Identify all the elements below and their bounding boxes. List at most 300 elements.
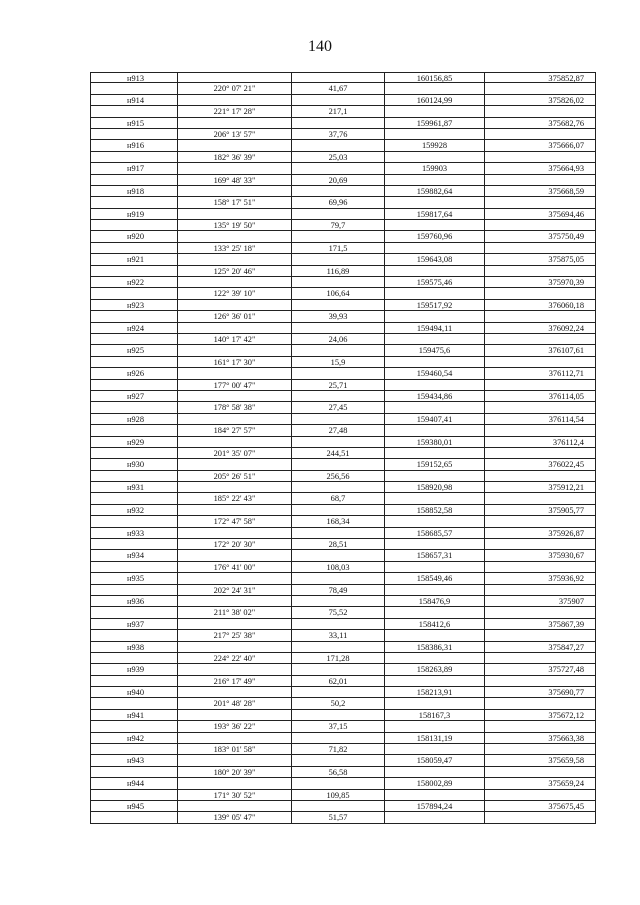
x-coordinate-cell bbox=[385, 380, 485, 391]
angle-cell bbox=[178, 710, 292, 721]
y-coordinate-cell bbox=[485, 357, 596, 368]
angle-cell: 217° 25' 38" bbox=[178, 630, 292, 641]
angle-cell bbox=[178, 300, 292, 311]
point-cell bbox=[90, 288, 178, 299]
point-cell: н926 bbox=[90, 368, 178, 379]
point-cell: н939 bbox=[90, 664, 178, 675]
x-coordinate-cell bbox=[385, 767, 485, 778]
angle-cell bbox=[178, 778, 292, 789]
point-cell: н918 bbox=[90, 186, 178, 197]
angle-cell: 135° 19' 50" bbox=[178, 220, 292, 231]
y-coordinate-cell bbox=[485, 767, 596, 778]
x-coordinate-cell bbox=[385, 562, 485, 573]
distance-cell bbox=[292, 209, 385, 220]
x-coordinate-cell bbox=[385, 744, 485, 755]
distance-cell: 171,5 bbox=[292, 243, 385, 254]
y-coordinate-cell bbox=[485, 562, 596, 573]
distance-cell: 27,48 bbox=[292, 425, 385, 436]
x-coordinate-cell bbox=[385, 220, 485, 231]
x-coordinate-cell bbox=[385, 129, 485, 140]
angle-cell bbox=[178, 459, 292, 470]
point-cell bbox=[90, 562, 178, 573]
y-coordinate-cell: 376022,45 bbox=[485, 459, 596, 470]
angle-cell bbox=[178, 687, 292, 698]
angle-cell bbox=[178, 118, 292, 129]
x-coordinate-cell bbox=[385, 516, 485, 527]
distance-cell: 15,9 bbox=[292, 357, 385, 368]
distance-cell: 256,56 bbox=[292, 471, 385, 482]
distance-cell: 62,01 bbox=[292, 676, 385, 687]
y-coordinate-cell: 375867,39 bbox=[485, 619, 596, 630]
point-cell bbox=[90, 425, 178, 436]
y-coordinate-cell bbox=[485, 630, 596, 641]
x-coordinate-cell bbox=[385, 83, 485, 94]
y-coordinate-cell: 375847,27 bbox=[485, 642, 596, 653]
x-coordinate-cell: 159380,01 bbox=[385, 437, 485, 448]
point-cell bbox=[90, 197, 178, 208]
point-cell: н920 bbox=[90, 231, 178, 242]
point-cell bbox=[90, 539, 178, 550]
x-coordinate-cell bbox=[385, 311, 485, 322]
point-cell bbox=[90, 744, 178, 755]
distance-cell bbox=[292, 505, 385, 516]
y-coordinate-cell: 375668,59 bbox=[485, 186, 596, 197]
point-cell bbox=[90, 402, 178, 413]
angle-cell bbox=[178, 72, 292, 83]
y-coordinate-cell: 376060,18 bbox=[485, 300, 596, 311]
x-coordinate-cell: 158167,3 bbox=[385, 710, 485, 721]
distance-cell bbox=[292, 368, 385, 379]
angle-cell bbox=[178, 254, 292, 265]
y-coordinate-cell bbox=[485, 676, 596, 687]
distance-cell: 168,34 bbox=[292, 516, 385, 527]
y-coordinate-cell bbox=[485, 516, 596, 527]
angle-cell: 205° 26' 51" bbox=[178, 471, 292, 482]
y-coordinate-cell: 375690,77 bbox=[485, 687, 596, 698]
x-coordinate-cell bbox=[385, 243, 485, 254]
point-cell bbox=[90, 175, 178, 186]
y-coordinate-cell: 376092,24 bbox=[485, 323, 596, 334]
distance-cell bbox=[292, 642, 385, 653]
y-coordinate-cell bbox=[485, 790, 596, 801]
angle-cell bbox=[178, 414, 292, 425]
y-coordinate-cell bbox=[485, 448, 596, 459]
angle-cell: 193° 36' 22" bbox=[178, 721, 292, 732]
y-coordinate-cell bbox=[485, 380, 596, 391]
x-coordinate-cell: 158549,46 bbox=[385, 573, 485, 584]
distance-cell: 51,57 bbox=[292, 812, 385, 823]
x-coordinate-cell bbox=[385, 106, 485, 117]
x-coordinate-cell: 158657,31 bbox=[385, 550, 485, 561]
y-coordinate-cell: 375852,87 bbox=[485, 72, 596, 83]
point-cell bbox=[90, 220, 178, 231]
point-cell bbox=[90, 106, 178, 117]
x-coordinate-cell: 159575,46 bbox=[385, 277, 485, 288]
y-coordinate-cell bbox=[485, 585, 596, 596]
point-cell bbox=[90, 676, 178, 687]
distance-cell bbox=[292, 95, 385, 106]
y-coordinate-cell: 375664,93 bbox=[485, 163, 596, 174]
coordinates-grid bbox=[90, 72, 596, 824]
point-cell: н915 bbox=[90, 118, 178, 129]
y-coordinate-cell bbox=[485, 812, 596, 823]
distance-cell bbox=[292, 778, 385, 789]
point-cell bbox=[90, 653, 178, 664]
angle-cell: 177° 00' 47" bbox=[178, 380, 292, 391]
angle-cell: 178° 58' 38" bbox=[178, 402, 292, 413]
distance-cell bbox=[292, 72, 385, 83]
angle-cell: 133° 25' 18" bbox=[178, 243, 292, 254]
y-coordinate-cell: 375930,67 bbox=[485, 550, 596, 561]
point-cell bbox=[90, 516, 178, 527]
distance-cell bbox=[292, 437, 385, 448]
point-cell: н944 bbox=[90, 778, 178, 789]
y-coordinate-cell: 375936,92 bbox=[485, 573, 596, 584]
angle-cell: 182° 36' 39" bbox=[178, 152, 292, 163]
distance-cell bbox=[292, 231, 385, 242]
distance-cell: 37,76 bbox=[292, 129, 385, 140]
distance-cell bbox=[292, 414, 385, 425]
distance-cell bbox=[292, 733, 385, 744]
angle-cell: 172° 47' 58" bbox=[178, 516, 292, 527]
distance-cell: 28,51 bbox=[292, 539, 385, 550]
angle-cell bbox=[178, 482, 292, 493]
y-coordinate-cell bbox=[485, 220, 596, 231]
x-coordinate-cell: 160156,85 bbox=[385, 72, 485, 83]
point-cell bbox=[90, 585, 178, 596]
y-coordinate-cell: 375875,05 bbox=[485, 254, 596, 265]
x-coordinate-cell: 159434,86 bbox=[385, 391, 485, 402]
distance-cell: 217,1 bbox=[292, 106, 385, 117]
distance-cell: 20,69 bbox=[292, 175, 385, 186]
x-coordinate-cell bbox=[385, 653, 485, 664]
point-cell: н937 bbox=[90, 619, 178, 630]
distance-cell: 68,7 bbox=[292, 493, 385, 504]
y-coordinate-cell bbox=[485, 106, 596, 117]
x-coordinate-cell: 159517,92 bbox=[385, 300, 485, 311]
x-coordinate-cell bbox=[385, 812, 485, 823]
point-cell bbox=[90, 380, 178, 391]
y-coordinate-cell: 375663,38 bbox=[485, 733, 596, 744]
point-cell: н916 bbox=[90, 140, 178, 151]
angle-cell bbox=[178, 231, 292, 242]
distance-cell: 24,06 bbox=[292, 334, 385, 345]
distance-cell bbox=[292, 186, 385, 197]
distance-cell: 41,67 bbox=[292, 83, 385, 94]
angle-cell bbox=[178, 664, 292, 675]
distance-cell bbox=[292, 118, 385, 129]
angle-cell: 224° 22' 40" bbox=[178, 653, 292, 664]
point-cell bbox=[90, 607, 178, 618]
y-coordinate-cell: 376114,54 bbox=[485, 414, 596, 425]
point-cell bbox=[90, 334, 178, 345]
x-coordinate-cell: 158920,98 bbox=[385, 482, 485, 493]
angle-cell bbox=[178, 596, 292, 607]
point-cell: н914 bbox=[90, 95, 178, 106]
x-coordinate-cell bbox=[385, 425, 485, 436]
angle-cell: 140° 17' 42" bbox=[178, 334, 292, 345]
point-cell bbox=[90, 630, 178, 641]
distance-cell bbox=[292, 619, 385, 630]
distance-cell bbox=[292, 710, 385, 721]
angle-cell bbox=[178, 368, 292, 379]
y-coordinate-cell: 375970,39 bbox=[485, 277, 596, 288]
point-cell: н945 bbox=[90, 801, 178, 812]
distance-cell bbox=[292, 300, 385, 311]
point-cell: н931 bbox=[90, 482, 178, 493]
x-coordinate-cell bbox=[385, 493, 485, 504]
distance-cell: 171,28 bbox=[292, 653, 385, 664]
y-coordinate-cell: 376114,05 bbox=[485, 391, 596, 402]
point-cell: н917 bbox=[90, 163, 178, 174]
point-cell bbox=[90, 266, 178, 277]
x-coordinate-cell bbox=[385, 676, 485, 687]
angle-cell: 158° 17' 51" bbox=[178, 197, 292, 208]
point-cell: н932 bbox=[90, 505, 178, 516]
angle-cell bbox=[178, 95, 292, 106]
point-cell: н943 bbox=[90, 755, 178, 766]
angle-cell bbox=[178, 733, 292, 744]
point-cell bbox=[90, 83, 178, 94]
x-coordinate-cell bbox=[385, 721, 485, 732]
x-coordinate-cell bbox=[385, 175, 485, 186]
y-coordinate-cell bbox=[485, 721, 596, 732]
x-coordinate-cell bbox=[385, 630, 485, 641]
y-coordinate-cell: 375905,77 bbox=[485, 505, 596, 516]
angle-cell bbox=[178, 619, 292, 630]
distance-cell: 37,15 bbox=[292, 721, 385, 732]
x-coordinate-cell bbox=[385, 334, 485, 345]
x-coordinate-cell: 159928 bbox=[385, 140, 485, 151]
point-cell: н921 bbox=[90, 254, 178, 265]
distance-cell bbox=[292, 755, 385, 766]
y-coordinate-cell bbox=[485, 288, 596, 299]
angle-cell bbox=[178, 801, 292, 812]
y-coordinate-cell: 375826,02 bbox=[485, 95, 596, 106]
angle-cell bbox=[178, 573, 292, 584]
y-coordinate-cell: 375694,46 bbox=[485, 209, 596, 220]
angle-cell bbox=[178, 209, 292, 220]
angle-cell: 221° 17' 28" bbox=[178, 106, 292, 117]
distance-cell: 39,93 bbox=[292, 311, 385, 322]
x-coordinate-cell: 159903 bbox=[385, 163, 485, 174]
distance-cell bbox=[292, 596, 385, 607]
y-coordinate-cell bbox=[485, 243, 596, 254]
x-coordinate-cell: 159407,41 bbox=[385, 414, 485, 425]
x-coordinate-cell bbox=[385, 471, 485, 482]
x-coordinate-cell: 158213,91 bbox=[385, 687, 485, 698]
y-coordinate-cell bbox=[485, 698, 596, 709]
distance-cell: 244,51 bbox=[292, 448, 385, 459]
x-coordinate-cell: 158386,31 bbox=[385, 642, 485, 653]
distance-cell bbox=[292, 664, 385, 675]
distance-cell: 25,71 bbox=[292, 380, 385, 391]
distance-cell bbox=[292, 140, 385, 151]
angle-cell: 176° 41' 00" bbox=[178, 562, 292, 573]
point-cell bbox=[90, 790, 178, 801]
y-coordinate-cell bbox=[485, 744, 596, 755]
y-coordinate-cell: 375907 bbox=[485, 596, 596, 607]
point-cell: н924 bbox=[90, 323, 178, 334]
x-coordinate-cell: 158685,57 bbox=[385, 528, 485, 539]
angle-cell bbox=[178, 186, 292, 197]
y-coordinate-cell: 375750,49 bbox=[485, 231, 596, 242]
y-coordinate-cell: 375659,24 bbox=[485, 778, 596, 789]
x-coordinate-cell: 158002,89 bbox=[385, 778, 485, 789]
angle-cell bbox=[178, 140, 292, 151]
point-cell: н933 bbox=[90, 528, 178, 539]
distance-cell: 78,49 bbox=[292, 585, 385, 596]
point-cell: н941 bbox=[90, 710, 178, 721]
x-coordinate-cell: 159760,96 bbox=[385, 231, 485, 242]
x-coordinate-cell bbox=[385, 448, 485, 459]
y-coordinate-cell: 375727,48 bbox=[485, 664, 596, 675]
angle-cell: 122° 39' 10" bbox=[178, 288, 292, 299]
y-coordinate-cell bbox=[485, 607, 596, 618]
distance-cell: 25,03 bbox=[292, 152, 385, 163]
y-coordinate-cell: 375672,12 bbox=[485, 710, 596, 721]
y-coordinate-cell bbox=[485, 129, 596, 140]
distance-cell bbox=[292, 254, 385, 265]
point-cell bbox=[90, 152, 178, 163]
distance-cell: 106,64 bbox=[292, 288, 385, 299]
x-coordinate-cell: 159494,11 bbox=[385, 323, 485, 334]
angle-cell bbox=[178, 323, 292, 334]
distance-cell: 109,85 bbox=[292, 790, 385, 801]
y-coordinate-cell bbox=[485, 83, 596, 94]
point-cell: н922 bbox=[90, 277, 178, 288]
point-cell bbox=[90, 493, 178, 504]
x-coordinate-cell: 158263,89 bbox=[385, 664, 485, 675]
distance-cell bbox=[292, 550, 385, 561]
distance-cell bbox=[292, 687, 385, 698]
point-cell bbox=[90, 448, 178, 459]
point-cell bbox=[90, 129, 178, 140]
angle-cell: 171° 30' 52" bbox=[178, 790, 292, 801]
distance-cell: 116,89 bbox=[292, 266, 385, 277]
angle-cell: 211° 38' 02" bbox=[178, 607, 292, 618]
x-coordinate-cell bbox=[385, 197, 485, 208]
point-cell: н942 bbox=[90, 733, 178, 744]
x-coordinate-cell: 160124,99 bbox=[385, 95, 485, 106]
point-cell: н925 bbox=[90, 345, 178, 356]
x-coordinate-cell: 159961,87 bbox=[385, 118, 485, 129]
y-coordinate-cell bbox=[485, 197, 596, 208]
coordinates-table bbox=[90, 72, 596, 824]
distance-cell bbox=[292, 345, 385, 356]
point-cell bbox=[90, 357, 178, 368]
x-coordinate-cell: 158852,58 bbox=[385, 505, 485, 516]
x-coordinate-cell: 159643,08 bbox=[385, 254, 485, 265]
y-coordinate-cell bbox=[485, 425, 596, 436]
distance-cell: 75,52 bbox=[292, 607, 385, 618]
y-coordinate-cell bbox=[485, 334, 596, 345]
angle-cell: 183° 01' 58" bbox=[178, 744, 292, 755]
angle-cell: 126° 36' 01" bbox=[178, 311, 292, 322]
angle-cell: 201° 35' 07" bbox=[178, 448, 292, 459]
x-coordinate-cell: 158131,19 bbox=[385, 733, 485, 744]
y-coordinate-cell bbox=[485, 539, 596, 550]
point-cell: н928 bbox=[90, 414, 178, 425]
x-coordinate-cell: 159475,6 bbox=[385, 345, 485, 356]
angle-cell: 125° 20' 46" bbox=[178, 266, 292, 277]
angle-cell: 220° 07' 21" bbox=[178, 83, 292, 94]
point-cell: н934 bbox=[90, 550, 178, 561]
x-coordinate-cell: 158059,47 bbox=[385, 755, 485, 766]
angle-cell: 201° 48' 28" bbox=[178, 698, 292, 709]
distance-cell: 71,82 bbox=[292, 744, 385, 755]
x-coordinate-cell bbox=[385, 539, 485, 550]
angle-cell bbox=[178, 277, 292, 288]
y-coordinate-cell bbox=[485, 653, 596, 664]
distance-cell bbox=[292, 482, 385, 493]
x-coordinate-cell bbox=[385, 698, 485, 709]
angle-cell bbox=[178, 163, 292, 174]
point-cell bbox=[90, 311, 178, 322]
point-cell: н919 bbox=[90, 209, 178, 220]
angle-cell: 139° 05' 47" bbox=[178, 812, 292, 823]
x-coordinate-cell: 159460,54 bbox=[385, 368, 485, 379]
angle-cell bbox=[178, 391, 292, 402]
distance-cell bbox=[292, 801, 385, 812]
y-coordinate-cell: 375659,58 bbox=[485, 755, 596, 766]
point-cell: н913 bbox=[90, 72, 178, 83]
point-cell: н930 bbox=[90, 459, 178, 470]
point-cell bbox=[90, 698, 178, 709]
distance-cell: 56,58 bbox=[292, 767, 385, 778]
y-coordinate-cell: 376107,61 bbox=[485, 345, 596, 356]
x-coordinate-cell: 158412,6 bbox=[385, 619, 485, 630]
angle-cell: 161° 17' 30" bbox=[178, 357, 292, 368]
angle-cell bbox=[178, 755, 292, 766]
angle-cell: 169° 48' 33" bbox=[178, 175, 292, 186]
point-cell: н936 bbox=[90, 596, 178, 607]
y-coordinate-cell bbox=[485, 175, 596, 186]
point-cell bbox=[90, 471, 178, 482]
angle-cell: 180° 20' 39" bbox=[178, 767, 292, 778]
angle-cell: 216° 17' 49" bbox=[178, 676, 292, 687]
angle-cell bbox=[178, 642, 292, 653]
y-coordinate-cell bbox=[485, 152, 596, 163]
y-coordinate-cell: 376112,4 bbox=[485, 437, 596, 448]
y-coordinate-cell: 375682,76 bbox=[485, 118, 596, 129]
distance-cell: 33,11 bbox=[292, 630, 385, 641]
y-coordinate-cell bbox=[485, 311, 596, 322]
x-coordinate-cell bbox=[385, 790, 485, 801]
y-coordinate-cell: 375666,07 bbox=[485, 140, 596, 151]
point-cell: н938 bbox=[90, 642, 178, 653]
point-cell: н927 bbox=[90, 391, 178, 402]
distance-cell: 50,2 bbox=[292, 698, 385, 709]
x-coordinate-cell: 158476,9 bbox=[385, 596, 485, 607]
x-coordinate-cell bbox=[385, 585, 485, 596]
angle-cell: 184° 27' 57" bbox=[178, 425, 292, 436]
y-coordinate-cell: 375675,45 bbox=[485, 801, 596, 812]
distance-cell bbox=[292, 323, 385, 334]
point-cell bbox=[90, 812, 178, 823]
angle-cell bbox=[178, 437, 292, 448]
point-cell bbox=[90, 721, 178, 732]
point-cell: н923 bbox=[90, 300, 178, 311]
point-cell: н940 bbox=[90, 687, 178, 698]
x-coordinate-cell bbox=[385, 607, 485, 618]
angle-cell: 202° 24' 31" bbox=[178, 585, 292, 596]
y-coordinate-cell bbox=[485, 266, 596, 277]
distance-cell bbox=[292, 528, 385, 539]
page-number: 140 bbox=[308, 38, 332, 55]
x-coordinate-cell: 159882,64 bbox=[385, 186, 485, 197]
distance-cell: 27,45 bbox=[292, 402, 385, 413]
